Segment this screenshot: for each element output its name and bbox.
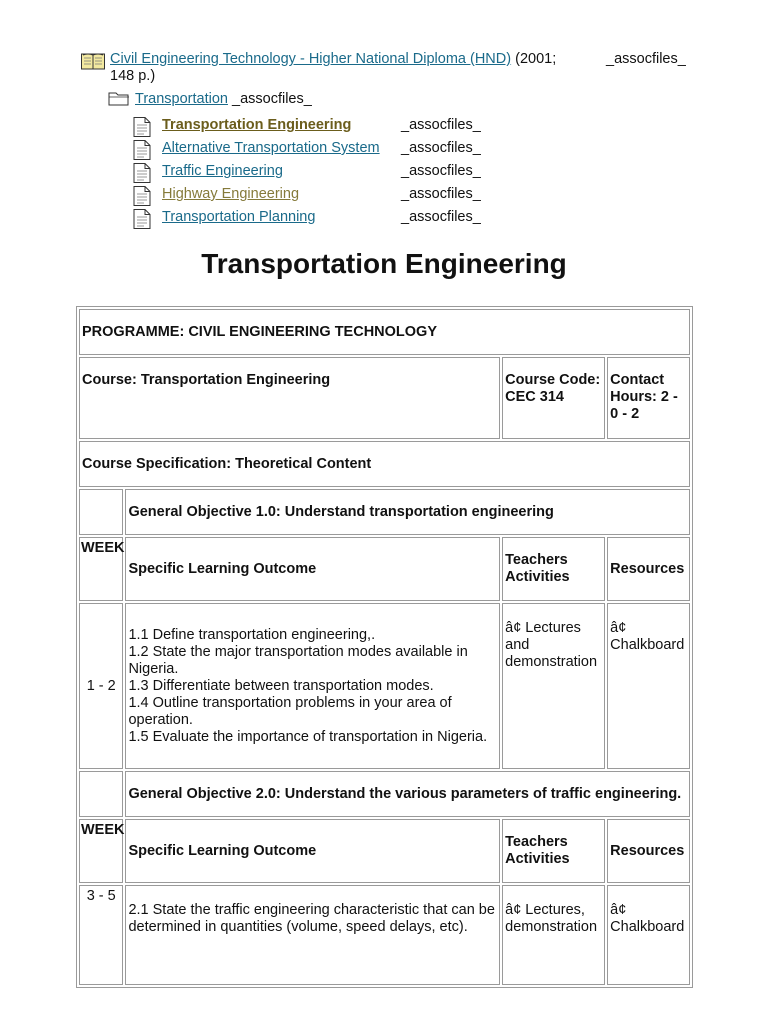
book-meta: (2001;: [515, 51, 557, 67]
specification-cell: Course Specification: Theoretical Content: [79, 441, 690, 487]
outcome-cell: [125, 603, 500, 769]
general-objective-1: General Objective 1.0: Understand transportation engineering: [125, 489, 690, 535]
document-assocfiles: _assocfiles_: [401, 186, 481, 202]
document-assocfiles: _assocfiles_: [401, 209, 481, 225]
outcome-item: 1.5 Evaluate the importance of transportation in Nigeria.: [128, 728, 488, 745]
outcome-cell: [125, 885, 500, 985]
document-icon: [133, 163, 151, 183]
outcome-header: Specific Learning Outcome: [125, 819, 500, 883]
document-assocfiles: _assocfiles_: [401, 163, 481, 179]
document-link[interactable]: Transportation Planning: [162, 209, 316, 225]
outcome-item: 1.2 State the major transportation modes available in Nigeria.: [128, 643, 468, 677]
programme-cell: PROGRAMME: CIVIL ENGINEERING TECHNOLOGY: [79, 309, 690, 355]
outcome-item: 1.1 Define transportation engineering,.: [128, 626, 376, 643]
folder-link-transportation[interactable]: Transportation: [135, 91, 228, 107]
course-table: [76, 306, 693, 988]
teachers-cell: â¢ Lectures and demonstration: [502, 603, 605, 769]
week-cell: 3 - 5: [79, 885, 123, 985]
teachers-header: Teachers Activities: [502, 537, 605, 601]
week-header: WEEK: [79, 819, 123, 883]
outcome-header: Specific Learning Outcome: [125, 537, 500, 601]
empty-cell: [79, 771, 123, 817]
document-assocfiles: _assocfiles_: [401, 140, 481, 156]
resources-header: Resources: [607, 819, 690, 883]
book-pages: 148 p.): [110, 68, 156, 84]
course-cell: Course: Transportation Engineering: [79, 357, 500, 439]
general-objective-2: General Objective 2.0: Understand the various parameters of traffic engineering.: [125, 771, 690, 817]
document-link[interactable]: Highway Engineering: [162, 186, 300, 202]
book-link[interactable]: Civil Engineering Technology - Higher National Diploma (HND): [110, 51, 512, 67]
resources-header: Resources: [607, 537, 690, 601]
week-cell: 1 - 2: [79, 603, 123, 769]
resources-cell: â¢ Chalkboard: [607, 603, 690, 769]
document-icon: [133, 186, 151, 206]
folder-icon: [108, 90, 130, 106]
document-link[interactable]: Traffic Engineering: [162, 163, 283, 179]
book-icon: [81, 52, 105, 70]
folder-assocfiles: _assocfiles_: [232, 91, 312, 107]
contact-hours-cell: Contact Hours: 2 - 0 - 2: [607, 357, 690, 439]
course-code-cell: Course Code: CEC 314: [502, 357, 605, 439]
document-icon: [133, 209, 151, 229]
document-link[interactable]: Alternative Transportation System: [162, 140, 380, 156]
page-title: Transportation Engineering: [201, 248, 567, 279]
document-link[interactable]: Transportation Engineering: [162, 117, 352, 133]
outcome-item: 1.3 Differentiate between transportation modes.: [128, 677, 434, 694]
week-header: WEEK: [79, 537, 123, 601]
outcome-item: 2.1 State the traffic engineering characteristic that can be determined in quantities (volume, speed delays, etc).: [128, 902, 495, 935]
empty-cell: [79, 489, 123, 535]
teachers-header: Teachers Activities: [502, 819, 605, 883]
outcome-item: 1.4 Outline transportation problems in your area of operation.: [128, 694, 452, 728]
resources-cell: â¢ Chalkboard: [607, 885, 690, 985]
document-icon: [133, 140, 151, 160]
book-assocfiles: _assocfiles_: [606, 51, 686, 67]
teachers-cell: â¢ Lectures, demonstration: [502, 885, 605, 985]
document-icon: [133, 117, 151, 137]
document-assocfiles: _assocfiles_: [401, 117, 481, 133]
